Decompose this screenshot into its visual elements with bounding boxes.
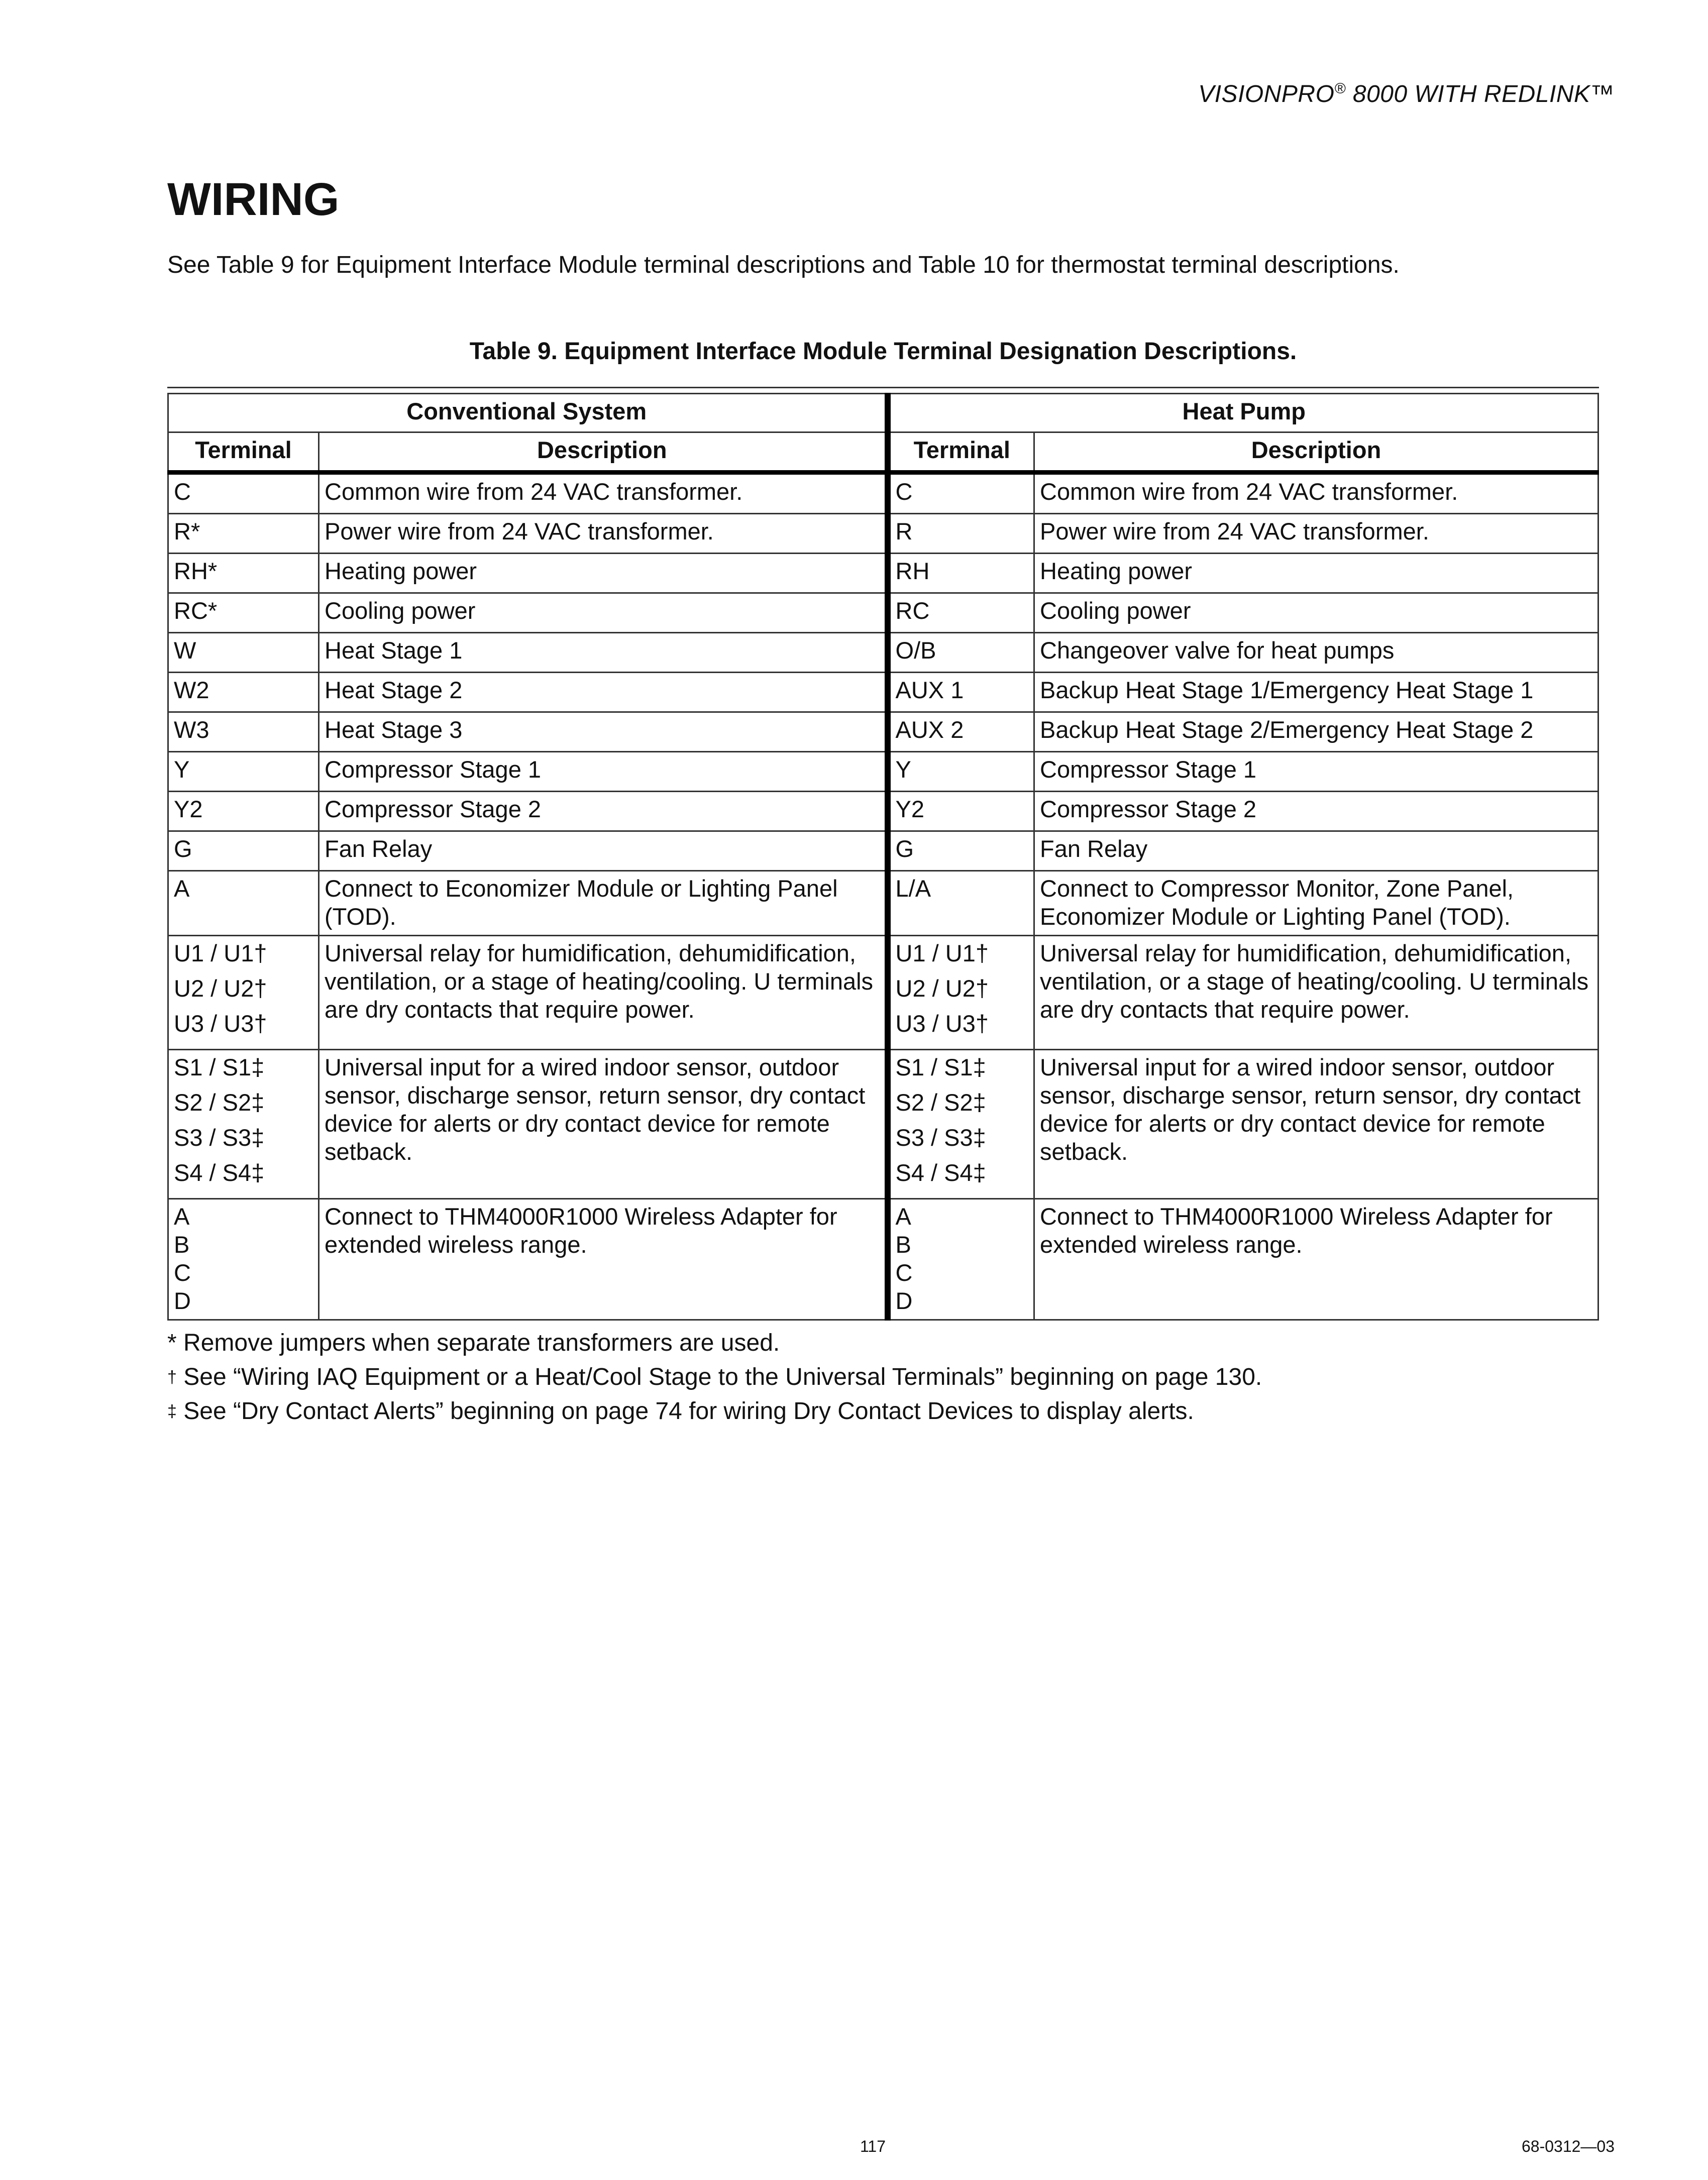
terminal-label: G bbox=[895, 835, 914, 862]
terminal-label: S1 / S1‡ bbox=[895, 1054, 986, 1080]
table-row bbox=[168, 473, 1598, 514]
heat-pump-terminal-cell bbox=[888, 554, 1034, 593]
conventional-description-cell: Universal relay for humidification, dehumidification, ventilation, or a stage of heating/cooling. U terminals are dry contacts that require power. bbox=[319, 936, 888, 1050]
footnote-text: See “Dry Contact Alerts” beginning on page 74 for wiring Dry Contact Devices to display alerts. bbox=[176, 1398, 1194, 1425]
terminal-label: C bbox=[174, 478, 191, 505]
conventional-terminal-cell bbox=[168, 792, 319, 831]
terminal-label: W2 bbox=[174, 677, 209, 703]
footnote-symbol: † bbox=[167, 1368, 177, 1387]
heat-pump-terminal-cell bbox=[888, 792, 1034, 831]
table-caption: Table 9. Equipment Interface Module Terminal Designation Descriptions. bbox=[469, 338, 1297, 365]
terminal-label: S2 / S2‡ bbox=[895, 1089, 986, 1116]
heat-pump-terminal-cell bbox=[888, 473, 1034, 514]
column-header-terminal: Terminal bbox=[888, 432, 1034, 473]
heat-pump-terminal-cell bbox=[888, 633, 1034, 673]
terminal-label: A bbox=[174, 875, 190, 902]
conventional-description-cell: Heat Stage 2 bbox=[319, 673, 888, 712]
conventional-description-cell: Heat Stage 3 bbox=[319, 712, 888, 752]
column-header-description: Description bbox=[319, 432, 888, 473]
terminal-label: C bbox=[895, 478, 913, 505]
terminal-label: C bbox=[895, 1259, 913, 1286]
conventional-description-cell: Heating power bbox=[319, 554, 888, 593]
terminal-label: AUX 1 bbox=[895, 677, 964, 703]
conventional-terminal-cell bbox=[168, 1050, 319, 1199]
terminal-label: D bbox=[895, 1287, 913, 1314]
table-row bbox=[168, 514, 1598, 554]
terminal-label: B bbox=[895, 1231, 911, 1258]
table-row bbox=[168, 712, 1598, 752]
terminal-label: RH bbox=[895, 558, 930, 584]
table-row bbox=[168, 593, 1598, 633]
table-row bbox=[168, 1050, 1598, 1199]
terminal-label: W bbox=[174, 637, 196, 664]
conventional-terminal-cell bbox=[168, 554, 319, 593]
conventional-description-cell: Compressor Stage 1 bbox=[319, 752, 888, 792]
heat-pump-terminal-cell bbox=[888, 1050, 1034, 1199]
document-number: 68-0312—03 bbox=[1521, 2137, 1615, 2155]
terminal-label: C bbox=[174, 1259, 191, 1286]
terminal-label: AUX 2 bbox=[895, 716, 964, 743]
heat-pump-description-cell: Heating power bbox=[1034, 554, 1598, 593]
conventional-terminal-cell bbox=[168, 936, 319, 1050]
table-row bbox=[168, 1199, 1598, 1320]
terminal-label: A bbox=[174, 1203, 190, 1230]
heat-pump-description-cell: Universal input for a wired indoor sensor, outdoor sensor, discharge sensor, return sensor, dry contact device for alerts or dry contact device for remote setback. bbox=[1034, 1050, 1598, 1199]
heat-pump-terminal-cell bbox=[888, 673, 1034, 712]
footnote bbox=[167, 1360, 1262, 1394]
header-reg-mark: ® bbox=[1334, 80, 1346, 97]
terminal-label: S3 / S3‡ bbox=[895, 1124, 986, 1151]
terminal-label: U1 / U1† bbox=[895, 940, 989, 966]
table-row bbox=[168, 633, 1598, 673]
terminal-label: O/B bbox=[895, 637, 936, 664]
heat-pump-description-cell: Compressor Stage 2 bbox=[1034, 792, 1598, 831]
table-row bbox=[168, 831, 1598, 871]
terminal-label: S4 / S4‡ bbox=[895, 1159, 986, 1186]
conventional-terminal-cell bbox=[168, 871, 319, 936]
footnote bbox=[167, 1326, 1262, 1360]
header-product: VISIONPRO bbox=[1198, 81, 1335, 107]
heat-pump-description-cell: Compressor Stage 1 bbox=[1034, 752, 1598, 792]
terminal-label: RC* bbox=[174, 597, 218, 624]
table-row bbox=[168, 792, 1598, 831]
heat-pump-terminal-cell bbox=[888, 593, 1034, 633]
page-number: 117 bbox=[860, 2137, 886, 2155]
terminal-table-wrapper bbox=[167, 387, 1599, 1321]
conventional-terminal-cell bbox=[168, 673, 319, 712]
heat-pump-description-cell: Cooling power bbox=[1034, 593, 1598, 633]
footnote-symbol: ‡ bbox=[167, 1402, 177, 1421]
table-body bbox=[168, 473, 1598, 1320]
terminal-label: RH* bbox=[174, 558, 218, 584]
terminal-label: D bbox=[174, 1287, 191, 1314]
heat-pump-terminal-cell bbox=[888, 712, 1034, 752]
heat-pump-description-cell: Universal relay for humidification, dehumidification, ventilation, or a stage of heating/cooling. U terminals are dry contacts that require power. bbox=[1034, 936, 1598, 1050]
heat-pump-description-cell: Power wire from 24 VAC transformer. bbox=[1034, 514, 1598, 554]
heat-pump-description-cell: Backup Heat Stage 2/Emergency Heat Stage 2 bbox=[1034, 712, 1598, 752]
terminal-label: S4 / S4‡ bbox=[174, 1159, 265, 1186]
heat-pump-description-cell: Connect to Compressor Monitor, Zone Panel, Economizer Module or Lighting Panel (TOD). bbox=[1034, 871, 1598, 936]
heat-pump-description-cell: Backup Heat Stage 1/Emergency Heat Stage 1 bbox=[1034, 673, 1598, 712]
table-row bbox=[168, 554, 1598, 593]
conventional-terminal-cell bbox=[168, 752, 319, 792]
terminal-label: Y2 bbox=[174, 796, 203, 822]
conventional-terminal-cell bbox=[168, 1199, 319, 1320]
heat-pump-terminal-cell bbox=[888, 831, 1034, 871]
terminal-label: R* bbox=[174, 518, 200, 544]
terminal-label: U2 / U2† bbox=[174, 975, 267, 1002]
conventional-description-cell: Heat Stage 1 bbox=[319, 633, 888, 673]
footnote-text: Remove jumpers when separate transformers are used. bbox=[176, 1330, 780, 1356]
conventional-description-cell: Common wire from 24 VAC transformer. bbox=[319, 473, 888, 514]
header-rest: 8000 WITH REDLINK™ bbox=[1346, 81, 1615, 107]
terminal-label: U2 / U2† bbox=[895, 975, 989, 1002]
table-row bbox=[168, 673, 1598, 712]
table-row bbox=[168, 871, 1598, 936]
conventional-description-cell: Universal input for a wired indoor sensor, outdoor sensor, discharge sensor, return sensor, dry contact device for alerts or dry contact device for remote setback. bbox=[319, 1050, 888, 1199]
conventional-terminal-cell bbox=[168, 514, 319, 554]
heat-pump-terminal-cell bbox=[888, 936, 1034, 1050]
intro-text: See Table 9 for Equipment Interface Module terminal descriptions and Table 10 for thermostat terminal descriptions. bbox=[167, 252, 1400, 278]
terminal-label: L/A bbox=[895, 875, 931, 902]
terminal-label: A bbox=[895, 1203, 911, 1230]
terminal-table bbox=[167, 393, 1599, 1321]
heat-pump-description-cell: Connect to THM4000R1000 Wireless Adapter for extended wireless range. bbox=[1034, 1199, 1598, 1320]
terminal-label: U3 / U3† bbox=[895, 1010, 989, 1037]
conventional-description-cell: Power wire from 24 VAC transformer. bbox=[319, 514, 888, 554]
terminal-label: Y2 bbox=[895, 796, 925, 822]
heat-pump-terminal-cell bbox=[888, 1199, 1034, 1320]
footnotes bbox=[167, 1326, 1262, 1429]
terminal-label: B bbox=[174, 1231, 190, 1258]
terminal-label: S3 / S3‡ bbox=[174, 1124, 265, 1151]
page-title: WIRING bbox=[167, 174, 340, 225]
heat-pump-description-cell: Common wire from 24 VAC transformer. bbox=[1034, 473, 1598, 514]
terminal-label: S2 / S2‡ bbox=[174, 1089, 265, 1116]
footnote-symbol: * bbox=[167, 1330, 177, 1356]
footnote bbox=[167, 1394, 1262, 1429]
heat-pump-description-cell: Fan Relay bbox=[1034, 831, 1598, 871]
table-row bbox=[168, 936, 1598, 1050]
terminal-label: Y bbox=[895, 756, 911, 783]
terminal-label: G bbox=[174, 835, 192, 862]
terminal-label: Y bbox=[174, 756, 190, 783]
conventional-description-cell: Cooling power bbox=[319, 593, 888, 633]
conventional-description-cell: Fan Relay bbox=[319, 831, 888, 871]
conventional-description-cell: Connect to THM4000R1000 Wireless Adapter for extended wireless range. bbox=[319, 1199, 888, 1320]
group-header-heat-pump: Heat Pump bbox=[888, 394, 1598, 432]
heat-pump-terminal-cell bbox=[888, 752, 1034, 792]
terminal-label: U3 / U3† bbox=[174, 1010, 267, 1037]
column-header-description: Description bbox=[1034, 432, 1598, 473]
conventional-terminal-cell bbox=[168, 593, 319, 633]
heat-pump-terminal-cell bbox=[888, 514, 1034, 554]
footnote-text: See “Wiring IAQ Equipment or a Heat/Cool Stage to the Universal Terminals” beginning on page 130. bbox=[176, 1364, 1262, 1390]
table-row bbox=[168, 752, 1598, 792]
terminal-label: W3 bbox=[174, 716, 209, 743]
heat-pump-terminal-cell bbox=[888, 871, 1034, 936]
terminal-label: U1 / U1† bbox=[174, 940, 267, 966]
conventional-description-cell: Connect to Economizer Module or Lighting Panel (TOD). bbox=[319, 871, 888, 936]
conventional-terminal-cell bbox=[168, 633, 319, 673]
conventional-terminal-cell bbox=[168, 831, 319, 871]
terminal-label: R bbox=[895, 518, 913, 544]
conventional-description-cell: Compressor Stage 2 bbox=[319, 792, 888, 831]
group-header-conventional: Conventional System bbox=[168, 394, 888, 432]
conventional-terminal-cell bbox=[168, 473, 319, 514]
terminal-label: S1 / S1‡ bbox=[174, 1054, 265, 1080]
conventional-terminal-cell bbox=[168, 712, 319, 752]
column-header-terminal: Terminal bbox=[168, 432, 319, 473]
heat-pump-description-cell: Changeover valve for heat pumps bbox=[1034, 633, 1598, 673]
running-header bbox=[1198, 80, 1615, 108]
terminal-label: RC bbox=[895, 597, 930, 624]
